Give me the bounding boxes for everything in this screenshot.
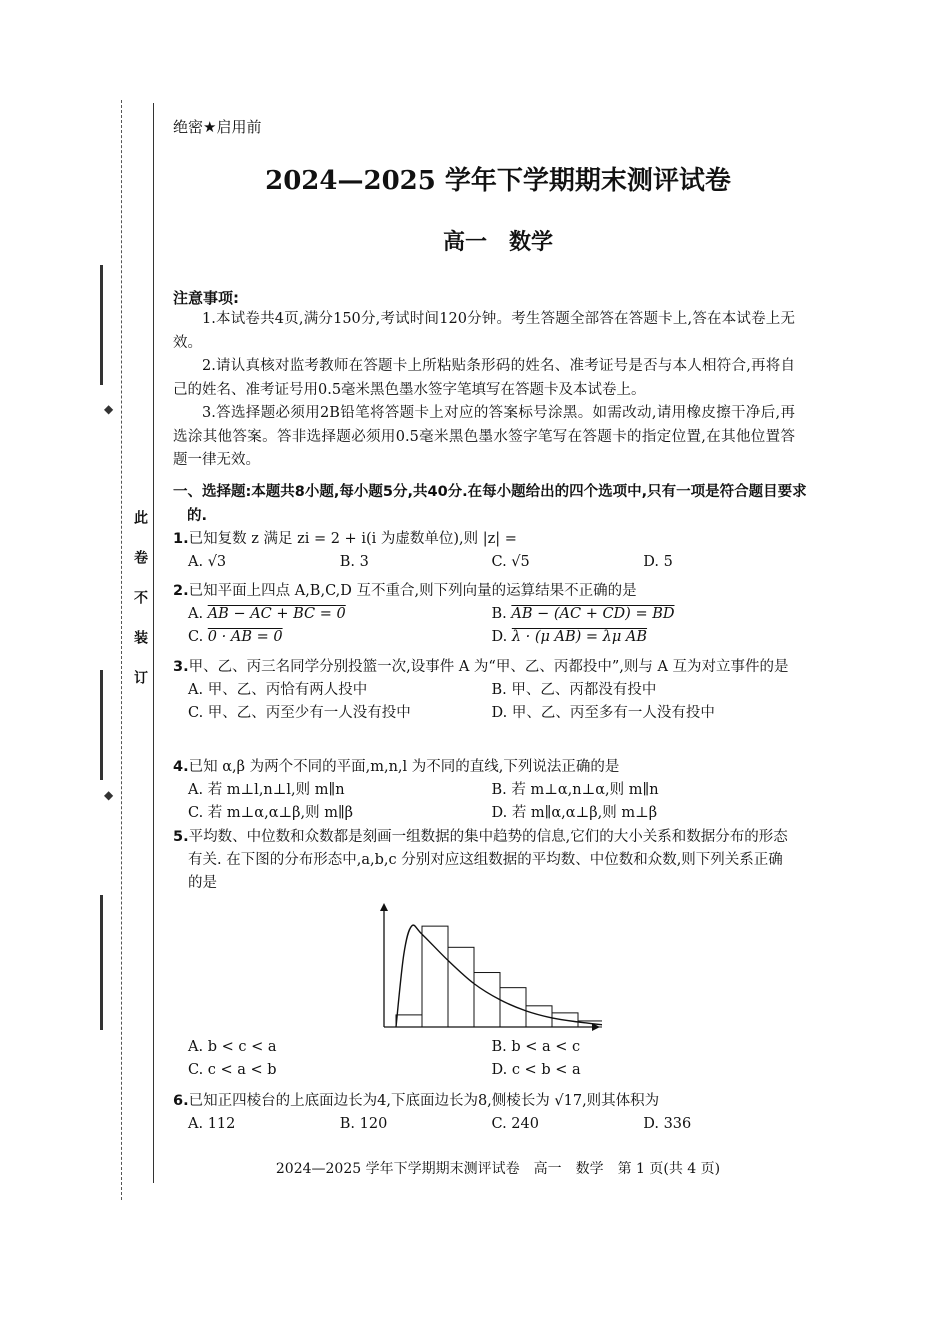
question-5-options	[173, 1036, 795, 1082]
question-4	[173, 756, 795, 825]
histogram-bar	[500, 988, 526, 1027]
option-a	[188, 603, 492, 626]
binding-rule-top	[100, 265, 103, 385]
notes-list	[173, 308, 795, 473]
option-d: D. c < b < a	[491, 1062, 581, 1078]
option-b	[492, 603, 796, 626]
question-number: 3.	[173, 659, 189, 675]
option-c: C. 甲、乙、丙至少有一人没有投中	[188, 705, 411, 721]
y-axis-arrow	[380, 903, 388, 911]
option-a: A. 若 m⊥l,n⊥l,则 m∥n	[188, 782, 345, 798]
binding-rule-middle	[100, 670, 103, 780]
option-c: C. √5	[491, 554, 530, 570]
histogram-bar	[474, 973, 500, 1027]
question-stem: 甲、乙、丙三名同学分别投篮一次,设事件 A 为“甲、乙、丙都投中”,则与 A 互为对立事件的是	[188, 659, 789, 675]
option-label: C.	[188, 629, 208, 645]
page-title: 2024—2025 学年下学期期末测评试卷	[265, 166, 731, 196]
question-number: 1.	[173, 531, 189, 547]
vector-expression: AB − (AC + CD) = BD	[511, 606, 675, 622]
option-a: A. 112	[188, 1116, 236, 1132]
binding-tick-mark: ◆	[104, 788, 114, 802]
option-d: D. 5	[643, 554, 673, 570]
histogram-bars	[396, 926, 602, 1027]
vector-expression: AB − AC + BC = 0	[207, 606, 346, 622]
option-a: A. √3	[188, 554, 227, 570]
question-number: 5.	[173, 829, 189, 845]
option-c: C. c < a < b	[188, 1062, 277, 1078]
density-curve	[396, 925, 602, 1027]
option-b: B. 120	[339, 1116, 388, 1132]
binding-notice: 此卷不装订	[132, 510, 148, 710]
binding-rule-bottom	[100, 895, 103, 1030]
question-stem: 平均数、中位数和众数都是刻画一组数据的集中趋势的信息,它们的大小关系和数据分布的形态有关. 在下图的分布形态中,a,b,c 分别对应这组数据的平均数、中位数和众数,则下列关系正确的是	[188, 829, 788, 891]
note-item: 3.答选择题必须用2B铅笔将答题卡上对应的答案标号涂黑。如需改动,请用橡皮擦干净后,再选涂其他答案。答非选择题必须用0.5毫米黑色墨水签字笔写在答题卡的指定位置,在其他位置答题一律无效。	[173, 405, 795, 468]
vector-expression: λ · (μ AB) = λμ AB	[511, 629, 648, 645]
binding-dashed-line	[121, 100, 122, 1200]
question-1	[173, 528, 795, 574]
option-label: A.	[188, 606, 208, 622]
histogram-bar	[396, 1015, 422, 1027]
option-a: A. 甲、乙、丙恰有两人投中	[188, 682, 368, 698]
question-number: 2.	[173, 583, 189, 599]
note-item: 2.请认真核对监考教师在答题卡上所粘贴条形码的姓名、准考证号是否与本人相符合,再将自己的姓名、准考证号用0.5毫米黑色墨水签字笔填写在答题卡及本试卷上。	[173, 358, 795, 398]
page-footer: 2024—2025 学年下学期期末测评试卷 高一 数学 第 1 页(共 4 页)	[275, 1161, 721, 1177]
option-b: B. 甲、乙、丙都没有投中	[491, 682, 657, 698]
question-stem: 已知正四棱台的上底面边长为4,下底面边长为8,侧棱长为 √17,则其体积为	[188, 1093, 660, 1109]
question-number: 6.	[173, 1093, 189, 1109]
question-6	[173, 1090, 795, 1136]
question-2	[173, 580, 795, 649]
option-label: B.	[491, 606, 512, 622]
binding-tick-mark: ◆	[104, 402, 114, 416]
margin-rule	[153, 103, 154, 1183]
histogram-bar	[448, 947, 474, 1027]
page-subtitle: 高一 数学	[442, 230, 553, 255]
question-stem: 已知 α,β 为两个不同的平面,m,n,l 为不同的直线,下列说法正确的是	[188, 759, 620, 775]
section-heading: 一、选择题:本题共8小题,每小题5分,共40分.在每小题给出的四个选项中,只有一项是符合题目要求的.	[173, 484, 807, 524]
option-a: A. b < c < a	[188, 1039, 277, 1055]
distribution-chart	[376, 903, 602, 1035]
notes-heading: 注意事项:	[173, 289, 239, 307]
option-b: B. b < a < c	[491, 1039, 581, 1055]
option-d: D. 若 m∥α,α⊥β,则 m⊥β	[491, 805, 658, 821]
option-b: B. 若 m⊥α,n⊥α,则 m∥n	[491, 782, 659, 798]
vector-expression: 0 · AB = 0	[207, 629, 283, 645]
option-label: D.	[491, 629, 512, 645]
option-d	[492, 626, 796, 649]
question-5	[173, 826, 795, 895]
histogram-bar	[422, 926, 448, 1027]
option-c: C. 240	[491, 1116, 539, 1132]
confidential-label: 绝密★启用前	[173, 118, 262, 136]
note-item: 1.本试卷共4页,满分150分,考试时间120分钟。考生答题全部答在答题卡上,答在本试卷上无效。	[173, 311, 795, 351]
question-stem: 已知平面上四点 A,B,C,D 互不重合,则下列向量的运算结果不正确的是	[188, 583, 637, 599]
question-stem: 已知复数 z 满足 zi = 2 + i(i 为虚数单位),则 |z| =	[188, 531, 517, 547]
question-number: 4.	[173, 759, 189, 775]
option-d: D. 甲、乙、丙至多有一人没有投中	[491, 705, 715, 721]
option-d: D. 336	[643, 1116, 692, 1132]
option-c	[188, 626, 492, 649]
option-b: B. 3	[339, 554, 369, 570]
option-c: C. 若 m⊥α,α⊥β,则 m∥β	[188, 805, 354, 821]
question-3	[173, 656, 795, 725]
